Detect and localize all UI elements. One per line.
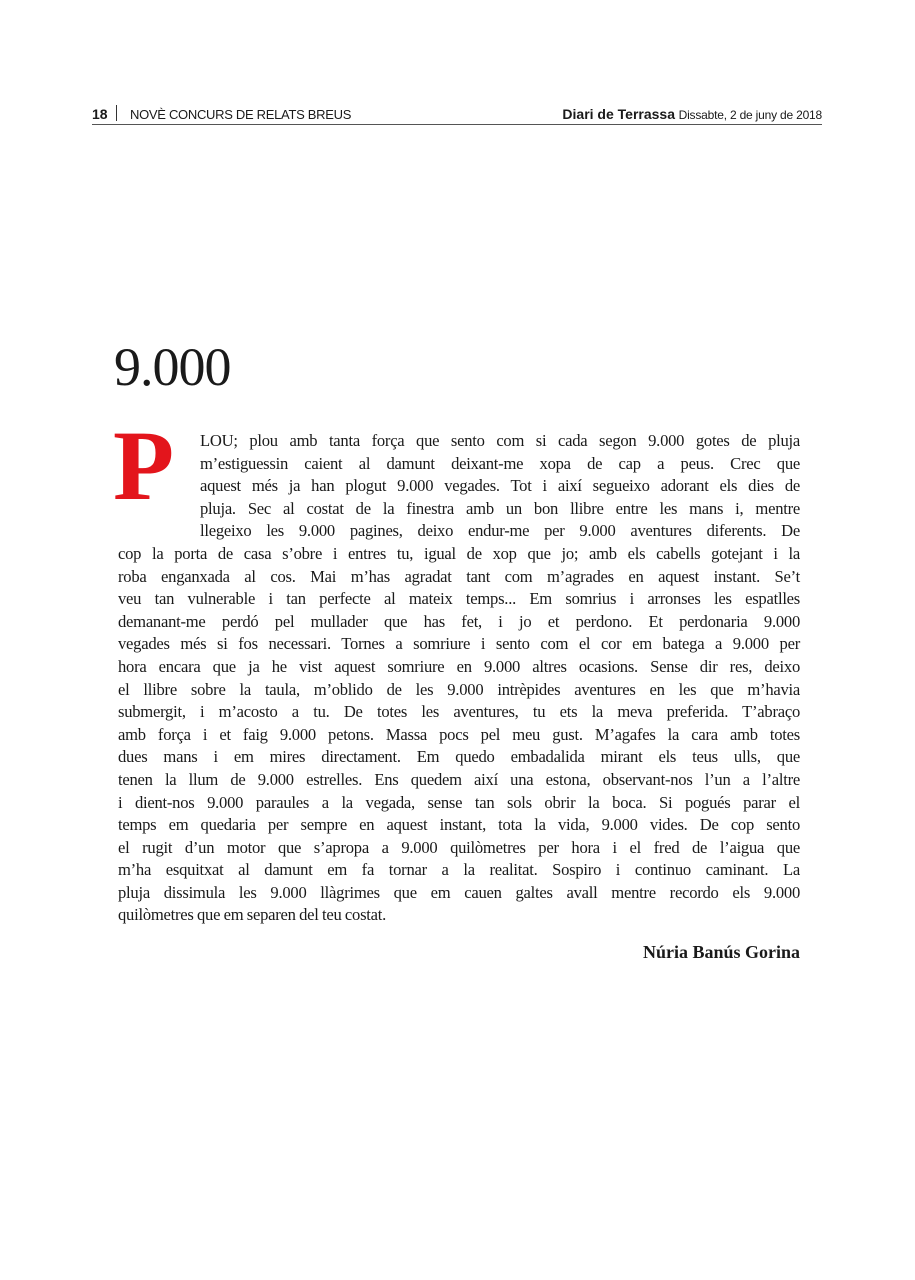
issue-date: Dissabte, 2 de juny de 2018 (678, 108, 822, 122)
article-line: roba enganxada al cos. Mai m’has agradat tant com m’agrades en aquest instant. Se’t (118, 566, 800, 586)
article-line: demanant-me perdó pel mullader que has fet, i jo et perdono. Et perdonaria 9.000 (118, 611, 800, 631)
article-line: hora encara que ja he vist aquest somriure en 9.000 altres ocasions. Sense dir res, deixo (118, 656, 800, 676)
article-line: m’estiguessin caient al damunt deixant-me xopa de cap a peus. Crec que (200, 453, 800, 473)
article-line: LOU; plou amb tanta força que sento com si cada segon 9.000 gotes de pluja (200, 431, 800, 450)
article-line: vegades més si fos necessari. Tornes a somriure i sento com el cor em batega a 9.000 per (118, 634, 800, 654)
article-line: cop la porta de casa s’obre i entres tu, igual de xop que jo; amb els cabells gotejant i la (118, 543, 800, 563)
section-title: NOVÈ CONCURS DE RELATS BREUS (130, 107, 352, 122)
article-line: pluja dissimula les 9.000 llàgrimes que em cauen galtes avall mentre recordo els 9.000 (118, 882, 800, 902)
article-line: temps em quedaria per sempre en aquest instant, tota la vida, 9.000 vides. De cop sento (118, 815, 800, 835)
article-line: amb força i et faig 9.000 petons. Massa pocs pel meu gust. M’agafes la cara amb totes (118, 724, 800, 744)
article-line: i dient-nos 9.000 paraules a la vegada, sense tan sols obrir la boca. Si pogués parar el (118, 792, 800, 812)
header-divider (116, 105, 117, 121)
article-line: tenen la llum de 9.000 estrelles. Ens quedem així una estona, observant-nos l’un a l’altre (118, 769, 800, 789)
article-line: pluja. Sec al costat de la finestra amb un bon llibre entre les mans i, mentre (200, 498, 800, 518)
author-byline: Núria Banús Gorina (642, 942, 800, 962)
page-header (92, 104, 822, 125)
article-line: veu tan vulnerable i tan perfecte al mateix temps... Em somrius i arronses les espatlles (118, 589, 800, 609)
article-line: submergit, i m’acosto a tu. De totes les aventures, tu ets la meva preferida. T’abraço (118, 702, 800, 722)
article-line: llegeixo les 9.000 pagines, deixo endur-me per 9.000 aventures diferents. De (200, 521, 800, 541)
drop-cap: P (113, 410, 175, 521)
article-line: m’ha esquitxat al damunt em fa tornar a la realitat. Sospiro i continuo caminant. La (118, 860, 800, 880)
article-line: quilòmetres que em separen del teu costat. (118, 905, 387, 925)
article-line: aquest més ja han plogut 9.000 vegades. Tot i així segueixo adorant els dies de (200, 476, 800, 496)
article-line: el llibre sobre la taula, m’oblido de les 9.000 intrèpides aventures en les que m’havia (118, 679, 800, 699)
page-number: 18 (92, 106, 108, 122)
article-line: dues mans i em mires directament. Em quedo embadalida mirant els teus ulls, que (118, 747, 800, 767)
newspaper-name: Diari de Terrassa (562, 106, 675, 122)
article-body (118, 430, 800, 927)
article-title: 9.000 (114, 337, 231, 397)
article-line: el rugit d’un motor que s’apropa a 9.000 quilòmetres per hora i el fred de l’aigua que (118, 837, 800, 857)
